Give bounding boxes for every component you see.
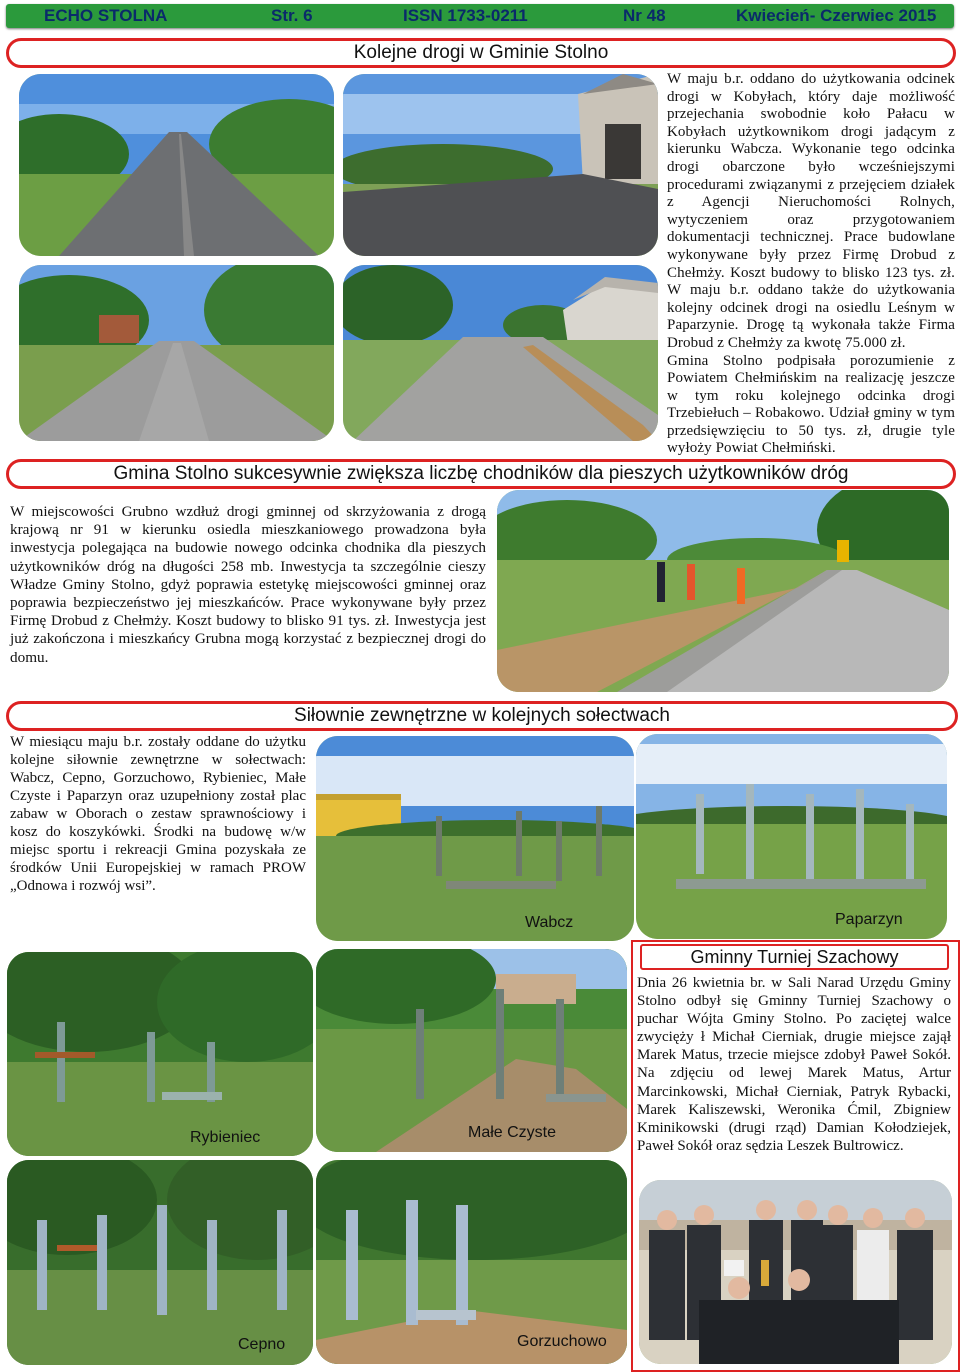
road-photo-4: [343, 265, 658, 441]
gym-photo-wabcz: [316, 736, 634, 941]
issue-number: Nr 48: [623, 6, 666, 25]
gyms-paragraph-1: W miesiącu maju b.r. zostały oddane do użytku kolejne siłownie zewnętrzne w sołectwach: Wabcz, Cepno, Gorzuchowo, Rybieniec, Małe Czyste i Paparzyn oraz uzupełniony został plac zabaw w Oborach o zestaw sprawnościowy i kosz do koszykówki. Środki na budowę w/w miejsc sportu i rekreacji Gmina pozyskała ze środków Unii Europejskiej w ramach PROW „Odnowa i rozwój wsi”.: [10, 734, 306, 894]
caption-male-czyste: Małe Czyste: [468, 1124, 557, 1141]
publication-name: ECHO STOLNA: [44, 6, 168, 25]
gym-photo-paparzyn: [636, 734, 947, 939]
gyms-section-title: Siłownie zewnętrzne w kolejnych sołectwach: [6, 701, 958, 731]
roads-section-title: Kolejne drogi w Gminie Stolno: [6, 38, 956, 68]
gym-photo-rybieniec: [7, 952, 313, 1156]
roads-paragraph: [667, 71, 955, 458]
sidewalks-paragraph-1: W miejscowości Grubno wzdłuż drogi gminnej od skrzyżowania z drogą krajową nr 91 w kierunku osiedla mieszkaniowego prowadzona była inwestycja polegająca na budowie nowego odcinka chodnika dla pieszych użytkowników dróg na długości 258 mb. Inwestycja ta szczególnie cieszy Władze Gminy Stolno, gdyż poprawia estetykę miejscowości gminnej oraz poprawia bezpieczeństwo jej mieszkańców. Prace wykonywane były przez Firmę Drobud z Chełmży. Koszt budowy to blisko 91 tys. zł. Inwestycja jest już zakończona i mieszkańcy Grubna mogą korzystać z bezpiecznej drogi do domu.: [10, 503, 486, 666]
page-number: Str. 6: [271, 6, 313, 25]
chess-paragraph-1: Dnia 26 kwietnia br. w Sali Narad Urzędu Gminy Stolno odbył się Gminny Turniej Szachowy o puchar Wójta Gminy Stolno. Po zaciętej walce zwycięży ł Michał Cierniak, drugie miejsce zajął Marek Matus, trzecie miejsce zdobył Paweł Sokół. Na zdjęciu od lewej Marek Matus, Artur Marcinkowski, Michał Cierniak, Patryk Rybacki, Marek Kaliszewski, Weronika Ćmil, Zbigniew Kminikowski (drugi rząd) Damian Kołodziejek, Paweł Sokół oraz sędzia Leszek Bultrowicz.: [637, 975, 951, 1154]
issn: ISSN 1733-0211: [403, 6, 528, 25]
caption-wabcz: Wabcz: [525, 914, 574, 931]
chess-group-photo: [639, 1180, 952, 1364]
gyms-paragraph: [10, 733, 306, 895]
caption-rybieniec: Rybieniec: [190, 1129, 261, 1146]
caption-paparzyn: Paparzyn: [835, 911, 903, 928]
roads-paragraph-2: Gmina Stolno podpisała porozumienie z Powiatem Chełmińskim na realizację jeszcze w tym roku kolejnego odcinka drogi Trzebiełuch – Robakowo. Udział gminy w tym przedsięwzięciu to 50 tys. zł, drugie tyle wyłoży Powiat Chełmiński.: [667, 352, 955, 457]
road-photo-3: [19, 265, 334, 441]
sidewalks-section-title: Gmina Stolno sukcesywnie zwiększa liczbę chodników dla pieszych użytkowników dróg: [6, 459, 956, 489]
gym-photo-cepno: [7, 1160, 313, 1365]
sidewalks-paragraph: [10, 503, 486, 667]
issue-date: Kwiecień- Czerwiec 2015: [736, 6, 937, 25]
header-bar: [6, 4, 954, 28]
caption-cepno: Cepno: [238, 1336, 286, 1353]
gym-photo-male-czyste: [316, 949, 627, 1152]
sidewalk-photo: [497, 490, 949, 692]
road-photo-1: [19, 74, 334, 256]
chess-paragraph: [637, 974, 951, 1155]
caption-gorzuchowo: Gorzuchowo: [517, 1333, 607, 1350]
roads-paragraph-1: W maju b.r. oddano do użytkowania odcinek drogi w Kobyłach, który daje możliwość przejechania swobodnie koło Pałacu w Kobyłach użytkownikom drogi jadącym z kierunku Wabcza. Wykonanie tego odcinka drogi obarczone było wcześniejszymi procedurami związanymi z przejęciem działek z Agencji Nieruchomości Rolnych, wytyczeniem oraz przygotowaniem dokumentacji technicznej. Prace budowlane wykonywane były przez Firmę Drobud z Chełmży. Koszt budowy to blisko 123 tys. zł. W maju b.r. oddano także do użytkowania kolejny odcinek drogi na osiedlu Leśnym w Paparzynie. Drogę tą wykonała także Firma Drobud z Chełmży za kwotę 75.000 zł.: [667, 71, 955, 351]
road-photo-2: [343, 74, 658, 256]
chess-section-title: Gminny Turniej Szachowy: [640, 944, 949, 970]
